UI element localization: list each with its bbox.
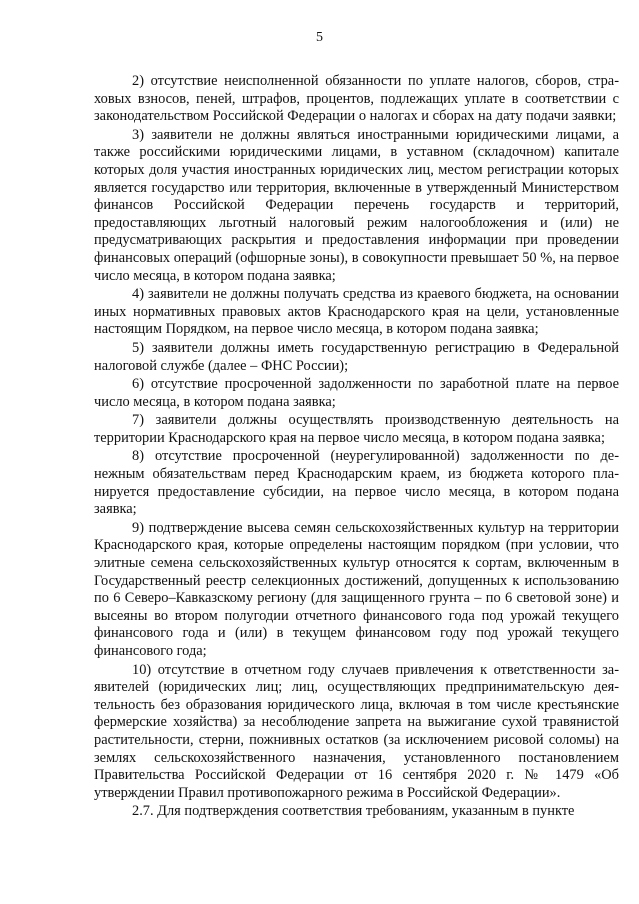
paragraph-item-9-seed-sowing: 9) подтверждение высева семян сельскохозяйственных культур на территории Краснодарского края, которые определены настоящим порядком (при условии, что элитные семена сельскохозяйственных культур относятся к сортам, включенным в Государственный реестр селекционных достижений, допущенных к использованию по 6 Северо–Кавказскому региону (для защищенного грунта – по 6 световой зоне) и высеяны во втором полугодии отчетного финансового года под урожай текущего финансового года и (или) в текущем финансовом году под урожай текущего финансового года; [94,519,619,659]
paragraph-item-10-burning-ban: 10) отсутствие в отчетном году случаев привлечения к ответственности заявителей (юридических лиц; лиц, осуществляющих предпринимательскую деятельность без образования юридического лица, включая в том числе крестьянские фермерские хозяйства) за несоблюдение запрета на выжигание сухой травянистой растительности, стерни, пожнивных остатков (за исключением рисовой соломы) на землях сельскохозяйственного назначения, установленного постановлением Правительства Российской Федерации от 16 сентября 2020 г. № 1479 «Об утверждении Правил противопожарного режима в Российской Федерации». [94,661,619,801]
paragraph-item-6-wage-arrears: 6) отсутствие просроченной задолженности по заработной плате на первое число месяца, в котором подана заявка; [94,376,619,410]
page-number: 5 [316,30,323,45]
paragraph-item-3-foreign-entities: 3) заявители не должны являться иностранными юридическими лицами, а также российскими юридическими лицами, в уставном (складочном) капитале которых доля участия иностранных юридических лиц, местом регистрации которых является государство или территория, включенные в утвержденный Министерством финансов Российской Федерации перечень государств и территорий, предоставляющих льготный налоговый режим налогообложения и (или) не предусматривающих раскрытия и предоставления информации при проведении финансовых операций (офшорные зоны), в совокупности превышает 50 %, на первое число месяца, в котором подана заявка; [94,126,619,284]
paragraph-item-2-tax-obligations: 2) отсутствие неисполненной обязанности по уплате налогов, сборов, страховых взносов, пеней, штрафов, процентов, подлежащих уплате в соответствии с законодательством Российской Федерации о налогах и сборах на дату подачи заявки; [94,73,619,125]
paragraph-section-2-7: 2.7. Для подтверждения соответствия требованиям, указанным в пункте [132,803,575,820]
paragraph-item-8-monetary-obligations: 8) отсутствие просроченной (неурегулированной) задолженности по денежным обязательствам перед Краснодарским краем, из бюджета которого планируется предоставление субсидии, на первое число месяца, в котором подана заявка; [94,448,619,518]
paragraph-item-5-fns-registration: 5) заявители должны иметь государственную регистрацию в Федеральной налоговой службе (далее – ФНС России); [94,339,619,374]
paragraph-item-7-production-activity: 7) заявители должны осуществлять производственную деятельность на территории Краснодарского края на первое число месяца, в котором подана заявка; [94,412,619,446]
document-body [94,73,619,822]
paragraph-item-4-regional-budget: 4) заявители не должны получать средства из краевого бюджета, на основании иных нормативных правовых актов Краснодарского края на цели, установленные настоящим Порядком, на первое число месяца, в котором подана заявка; [94,286,619,338]
